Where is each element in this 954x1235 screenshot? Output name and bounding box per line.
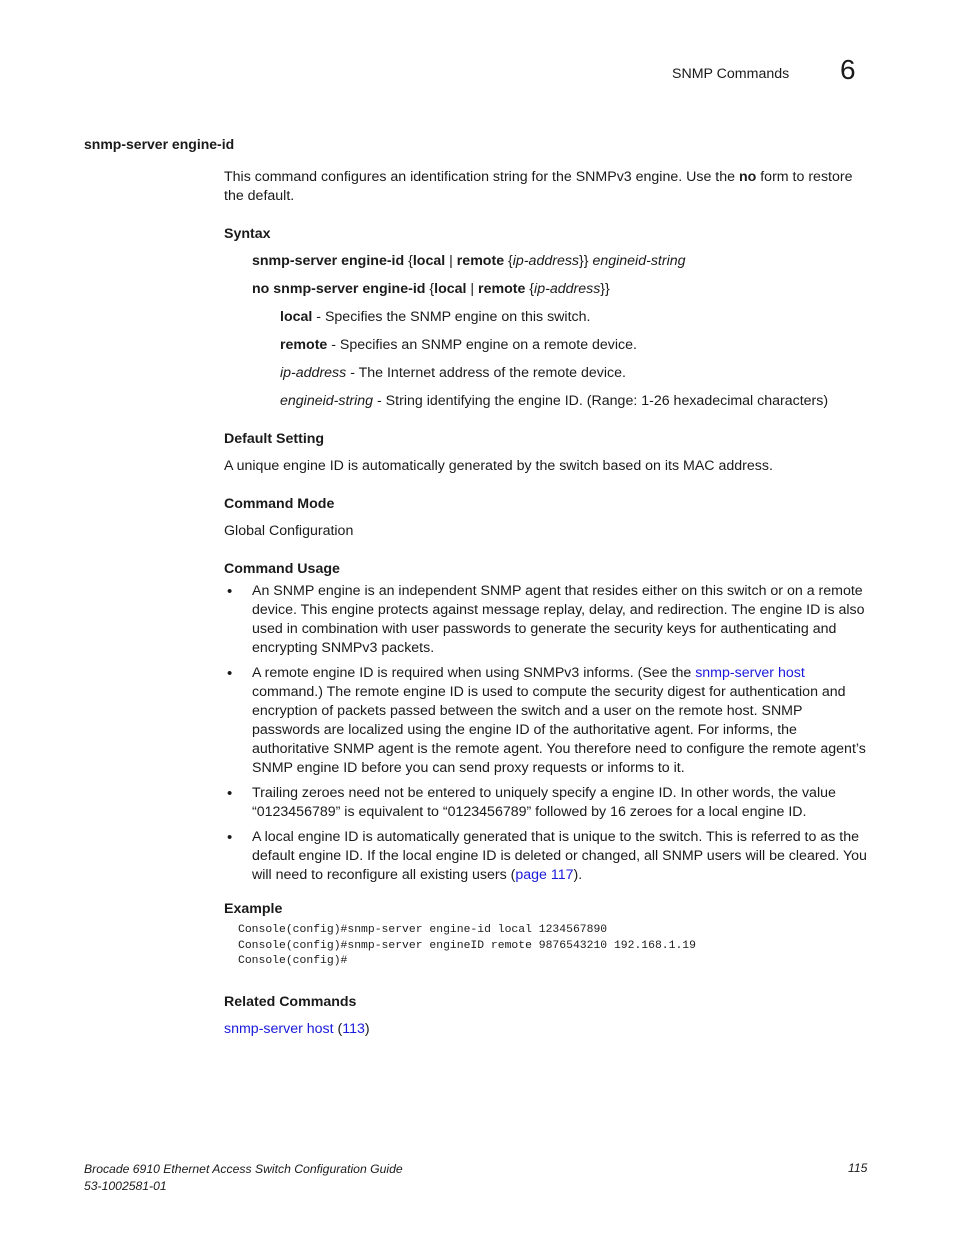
intro-paragraph: This command configures an identification string for the SNMPv3 engine. Use the no form to restore the default.	[224, 169, 853, 204]
chapter-number: 6	[840, 54, 856, 85]
list-item: • Trailing zeroes need not be entered to uniquely specify a engine ID. In other words, the value “0123456789” is equivalent to “0123456789” followed by 16 zeroes for a local engine ID.	[224, 784, 870, 822]
syntax-line: snmp-server engine-id {local | remote {ip-address}} engineid-string	[252, 253, 686, 269]
related-commands-heading: Related Commands	[224, 993, 357, 1010]
command-mode-text: Global Configuration	[224, 523, 354, 539]
syntax-no-form: no snmp-server engine-id {local | remote {ip-address}}	[252, 281, 610, 297]
default-setting-heading: Default Setting	[224, 431, 325, 447]
param-engineid-string: engineid-string - String identifying the engine ID. (Range: 1-26 hexadecimal characters)	[280, 393, 829, 409]
syntax-heading: Syntax	[224, 226, 271, 242]
code-line: Console(config)#snmp-server engineID remote 9876543210 192.168.1.19	[238, 939, 696, 952]
default-setting-text: A unique engine ID is automatically generated by the switch based on its MAC address.	[224, 458, 773, 474]
list-item: • A local engine ID is automatically generated that is unique to the switch. This is referred to as the default engine ID. If the local engine ID is deleted or changed, all SNMP users will be cleared. You will need to reconfigure all existing users (page 117).	[224, 828, 870, 885]
snmp-server-host-link[interactable]: snmp-server host	[695, 665, 805, 681]
footer-document-info	[84, 1161, 403, 1195]
command-usage-list	[224, 582, 870, 885]
page-117-link[interactable]: page 117	[515, 867, 574, 883]
related-commands-entry: snmp-server host (113)	[224, 1020, 370, 1037]
related-snmp-server-host-link[interactable]: snmp-server host	[224, 1020, 334, 1037]
list-item: • An SNMP engine is an independent SNMP agent that resides either on this switch or on a remote device. This engine protects against message replay, delay, and redirection. The engine ID is also used in combination with user passwords to generate the security keys for authenticating and encrypting SNMPv3 packets.	[224, 582, 870, 658]
command-body	[224, 168, 870, 1039]
list-item: • A remote engine ID is required when using SNMPv3 informs. (See the snmp-server host command.) The remote engine ID is used to compute the security digest for authentication and encryption of packets passed between the switch and a user on the remote host. SNMP passwords are localized using the engine ID of the authoritative agent. For informs, the authoritative SNMP agent is the remote agent. You therefore need to configure the remote agent’s SNMP engine ID before you can send proxy requests or informs to it.	[224, 664, 870, 778]
param-remote: remote - Specifies an SNMP engine on a remote device.	[280, 337, 637, 353]
no-keyword: no	[738, 169, 757, 185]
command-title: snmp-server engine-id	[84, 136, 235, 152]
running-header-section: SNMP Commands	[672, 66, 790, 82]
code-line: Console(config)#snmp-server engine-id local 1234567890	[238, 924, 608, 936]
param-ip-address: ip-address - The Internet address of the remote device.	[280, 365, 626, 381]
command-mode-heading: Command Mode	[224, 496, 335, 512]
footer-page-number: 115	[848, 1161, 868, 1175]
footer-doc-id: 53-1002581-01	[84, 1179, 167, 1193]
param-local: local - Specifies the SNMP engine on this switch.	[280, 309, 591, 325]
command-usage-heading: Command Usage	[224, 561, 340, 577]
example-code-block	[238, 923, 870, 970]
code-line: Console(config)#	[238, 955, 348, 967]
related-page-113-link[interactable]: 113	[342, 1020, 365, 1037]
footer-title: Brocade 6910 Ethernet Access Switch Configuration Guide	[84, 1162, 403, 1176]
example-heading: Example	[224, 901, 283, 917]
